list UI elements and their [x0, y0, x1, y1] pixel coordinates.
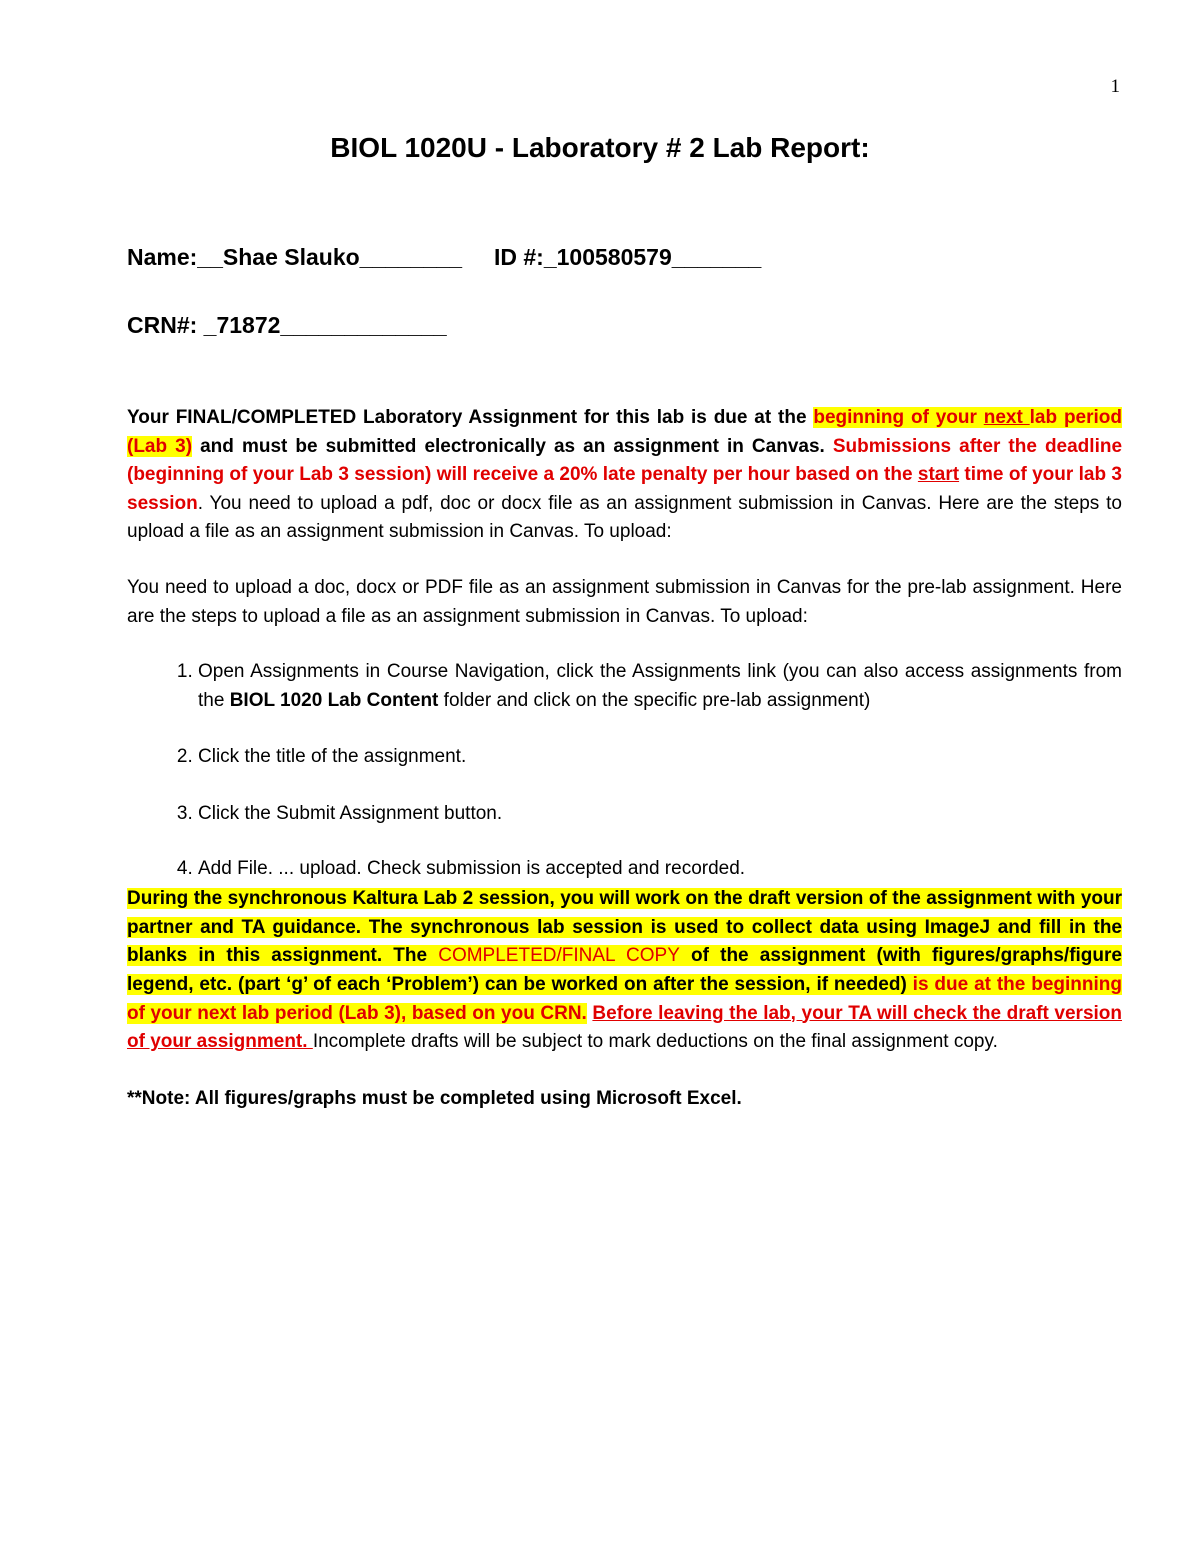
para1-text-b: and must be submitted electronically as an assignment in Canvas. [192, 435, 833, 457]
id-field: ID #:_100580579_______ [494, 244, 762, 270]
para3-completed-final-copy: COMPLETED/FINAL COPY [438, 945, 680, 967]
para1-highlight-b: lab period (Lab 3) [127, 407, 1122, 457]
step1-text-b: folder and click on the specific pre-lab assignment) [438, 689, 871, 711]
due-date-paragraph [127, 404, 1122, 547]
synchronous-session-paragraph [127, 885, 1122, 1057]
para3-deductions-text: Incomplete drafts will be subject to mark deductions on the final assignment copy. [312, 1031, 998, 1053]
para1-highlight-next: next [983, 407, 1030, 428]
para1-text-a: Your FINAL/COMPLETED Laboratory Assignment for this lab is due at the [127, 407, 814, 428]
para1-text-c: . You need to upload a pdf, doc or docx file as an assignment submission in Canvas. Here are the steps to upload a file as an assignment submission in Canvas. To upload: [127, 492, 1122, 543]
name-id-row [127, 244, 761, 271]
crn-row [127, 312, 447, 339]
page-number: 1 [1110, 76, 1120, 97]
step1-text-a: Open Assignments in Course Navigation, click the Assignments link (you can also access assignments from the [198, 661, 1122, 711]
para3-highlight-b: of the assignment (with figures/graphs/figure legend, etc. (part ‘g’ of each ‘Problem’) can be worked on after the session, if needed) [127, 945, 1122, 995]
list-item: 4. Add File. ... upload. Check submission is accepted and recorded. [198, 855, 1122, 884]
para1-highlight-a: beginning of your [813, 407, 984, 428]
name-field: Name:__Shae Slauko________ [127, 244, 462, 270]
para1-start-underlined: start [917, 464, 960, 486]
list-item: 2. Click the title of the assignment. [198, 743, 1122, 772]
para1-penalty-text: Submissions after the deadline (beginning of your Lab 3 session) will receive a 20% late penalty per hour based on the [127, 435, 1123, 486]
upload-paragraph: You need to upload a doc, docx or PDF file as an assignment submission in Canvas for the pre-lab assignment. Here are the steps to upload a file as an assignment submission in Canvas. To upload: [127, 576, 1122, 627]
para1-penalty-end: time of your lab 3 session [127, 464, 1122, 514]
para3-highlight-a: During the synchronous Kaltura Lab 2 session, you will work on the draft version of the assignment with your partner and TA guidance. The synchronous lab session is used to collect data using ImageJ and fill in the blanks in this assignment. The [127, 888, 1122, 967]
para3-due-text: is due at the beginning of your next lab period (Lab 3), based on you CRN. [127, 973, 1122, 1024]
list-item [198, 658, 1122, 715]
para3-ta-check-text: Before leaving the lab, your TA will check the draft version of your assignment. [127, 1002, 1122, 1053]
list-item: 3. Click the Submit Assignment button. [198, 800, 1122, 829]
excel-note: **Note: All figures/graphs must be completed using Microsoft Excel. [127, 1087, 742, 1109]
upload-steps-list [127, 658, 1122, 883]
page-title: BIOL 1020U - Laboratory # 2 Lab Report: [330, 132, 870, 163]
document-body [127, 404, 1122, 1113]
step1-folder-name: BIOL 1020 Lab Content [229, 689, 439, 711]
crn-field: CRN#: _71872_____________ [127, 312, 447, 338]
